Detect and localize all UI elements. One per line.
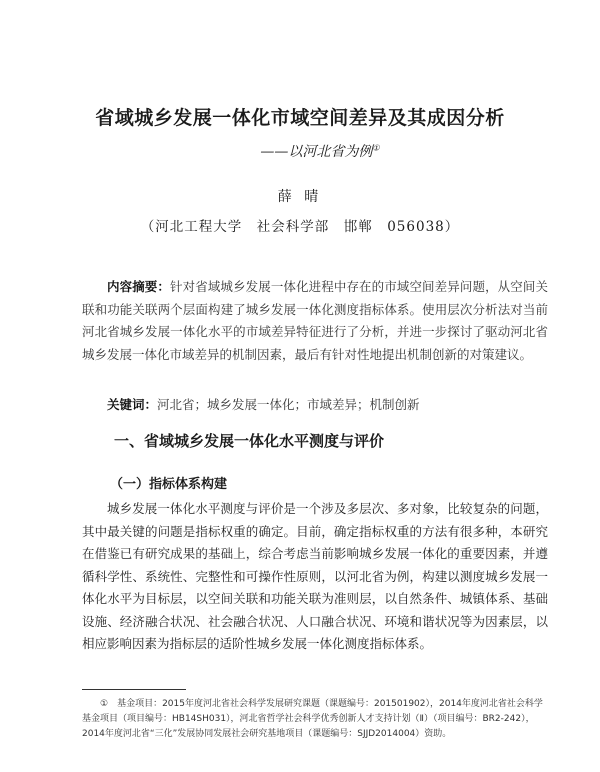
subtitle-footnote-marker[interactable]: ① — [372, 143, 380, 153]
abstract — [82, 276, 548, 366]
author-affiliation: （河北工程大学 社会科学部 邯郸 056038） — [140, 219, 460, 235]
subtitle-text: ——以河北省为例 — [260, 144, 373, 160]
footnote: ① 基金项目：2015年度河北省社会科学发展研究课题（课题编号：201501902），2014年度河北省社会科学基金项目（项目编号：HB14SH031），河北省哲学社会科学优秀创新人才支持计划（Ⅱ）（项目编号：BR2-242），2014年度河北省“三化”发展协同发展社会研究基地项目（课题编号：SJJD2014004）资助。 — [82, 699, 543, 739]
keywords-text: 河北省；城乡发展一体化；市域差异；机制创新 — [157, 397, 420, 412]
keywords-label: 关键词： — [107, 397, 158, 412]
keywords — [82, 395, 548, 413]
article-subtitle — [0, 141, 600, 161]
subsection-heading-1: （一）指标体系构建 — [110, 477, 228, 492]
section-heading-1: 一、省域城乡发展一体化水平测度与评价 — [114, 432, 385, 450]
abstract-label: 内容摘要： — [107, 279, 171, 294]
abstract-text: 针对省域城乡发展一体化进程中存在的市域空间差异问题，从空间关联和功能关联两个层面构建了城乡发展一体化测度指标体系。使用层次分析法对当前河北省城乡发展一体化水平的市域差异特征进行了分析，并进一步探讨了驱动河北省城乡发展一体化市域差异的机制因素，最后有针对性地提出机制创新的对策建议。 — [82, 279, 548, 362]
footnote-divider — [82, 689, 186, 691]
body-paragraph: 城乡发展一体化水平测度与评价是一个涉及多层次、多对象，比较复杂的问题，其中最关键的问题是指标权重的确定。目前，确定指标权重的方法有很多种，本研究在借鉴已有研究成果的基础上，综合考虑当前影响城乡发展一体化的重要因素，并遵循科学性、系统性、完整性和可操作性原则，以河北省为例，构建以测度城乡发展一体化水平为目标层，以空间关联和功能关联为准则层，以自然条件、城镇体系、基础设施、经济融合状况、社会融合状况、人口融合状况、环境和谐状况等为因素层，以相应影响因素为指标层的适阶性城乡发展一体化测度指标体系。 — [82, 501, 548, 651]
author-name: 薛 晴 — [277, 189, 323, 205]
article-title: 省域城乡发展一体化市域空间差异及其成因分析 — [95, 107, 505, 129]
